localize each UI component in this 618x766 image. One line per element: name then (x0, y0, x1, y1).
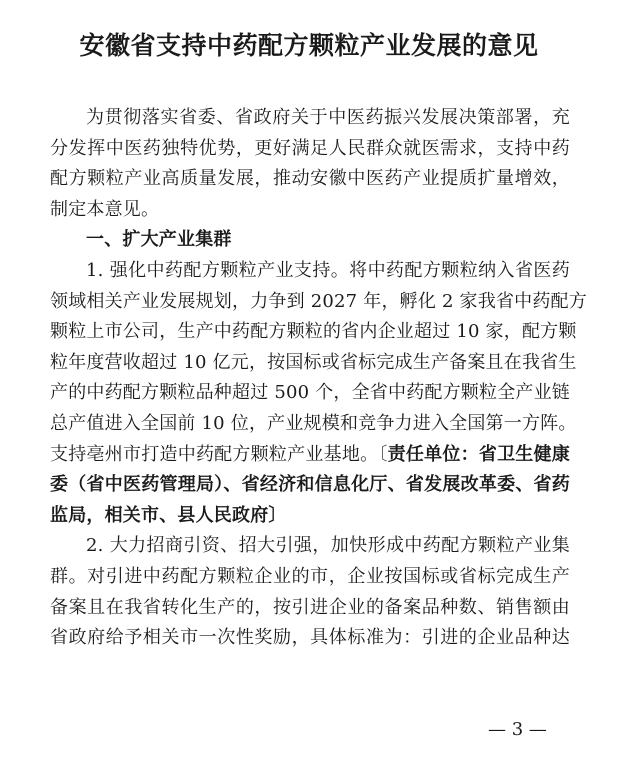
paragraph-item1-line-6: 总产值进入全国前 10 位，产业规模和竞争力进入全国第一方阵。 (50, 412, 577, 434)
paragraph-intro-line-1: 为贯彻落实省委、省政府关于中医药振兴发展决策部署，充 (86, 107, 570, 128)
paragraph-item2-line-3: 备案且在我省转化生产的，按引进企业的备案品种数、销售额由 (50, 596, 570, 618)
section-heading-1: 一、扩大产业集群 (86, 229, 232, 251)
paragraph-item1-line-9: 监局，相关市、县人民政府〕 (50, 504, 287, 526)
document-body (50, 103, 587, 654)
page-number: — 3 — (488, 719, 547, 740)
paragraph-item1-line-7 (50, 440, 570, 471)
responsible-units-label: 责任单位：省卫生健康 (387, 443, 570, 465)
paragraph-item1-line-5: 产的中药配方颗粒品种超过 500 个，全省中药配方颗粒全产业链 (50, 382, 570, 404)
paragraph-item2-line-1: 2. 大力招商引资、招大引强，加快形成中药配方颗粒产业集 (86, 535, 570, 557)
paragraph-item1-line-3: 颗粒上市公司，生产中药配方颗粒的省内企业超过 10 家，配方颗 (50, 321, 577, 343)
paragraph-item2-line-4: 省政府给予相关市一次性奖励，具体标准为：引进的企业品种达 (50, 627, 570, 649)
paragraph-item2-line-2: 群。对引进中药配方颗粒企业的市，企业按国标或省标完成生产 (50, 565, 570, 587)
paragraph-intro-line-3: 配方颗粒产业高质量发展，推动安徽中医药产业提质扩量增效， (50, 168, 570, 190)
paragraph-item1-line-4: 粒年度营收超过 10 亿元，按国标或省标完成生产备案且在我省生 (50, 351, 577, 373)
paragraph-item1-line-2: 领域相关产业发展规划，力争到 2027 年，孵化 2 家我省中药配方 (50, 290, 587, 312)
paragraph-item1-line-1: 1. 强化中药配方颗粒产业支持。将中药配方颗粒纳入省医药 (86, 259, 570, 281)
paragraph-intro-line-2: 分发挥中医药独特优势，更好满足人民群众就医需求，支持中药 (50, 137, 570, 159)
paragraph-item1-line-7-text: 支持亳州市打造中药配方颗粒产业基地。〔 (50, 443, 388, 465)
paragraph-intro-line-4: 制定本意见。 (50, 198, 160, 220)
paragraph-item1-line-8: 委（省中医药管理局）、省经济和信息化厅、省发展改革委、省药 (50, 474, 570, 496)
document-title: 安徽省支持中药配方颗粒产业发展的意见 (79, 31, 539, 60)
